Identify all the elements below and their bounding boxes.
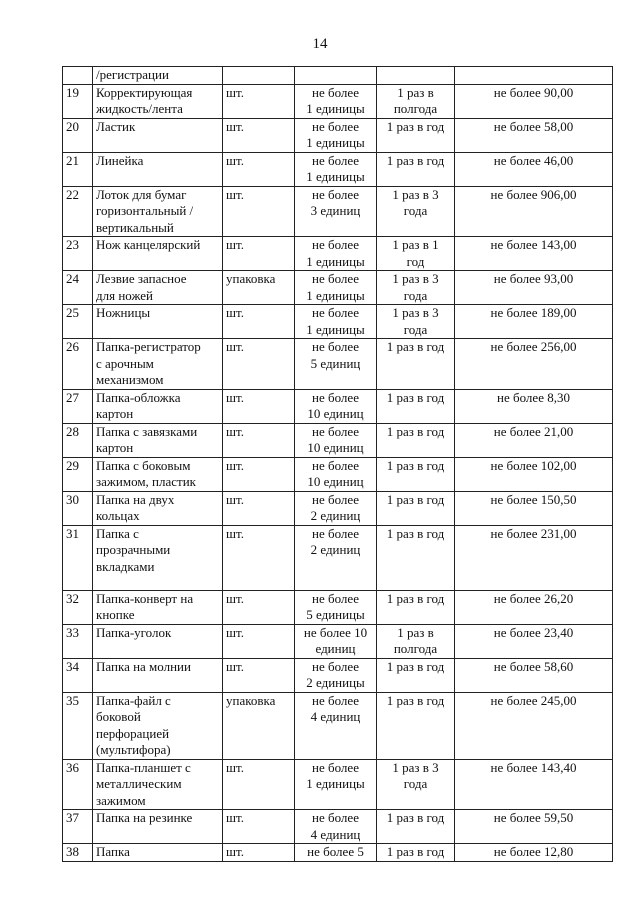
quantity-cell-line: 4 единиц: [310, 826, 361, 842]
table-row: [63, 658, 613, 692]
frequency-cell: [377, 389, 455, 423]
quantity-cell-line: не более: [312, 118, 359, 134]
unit-cell: шт.: [223, 423, 295, 457]
frequency-cell: [377, 844, 455, 862]
item-name-line: Папка-конверт на: [96, 590, 194, 606]
table-row: [63, 152, 613, 186]
quantity-cell-line: не более 10: [303, 624, 368, 640]
frequency-cell-line: года: [403, 321, 428, 337]
unit-cell: шт.: [223, 118, 295, 152]
item-name-line: механизмом: [96, 372, 164, 387]
frequency-cell: [377, 67, 455, 85]
frequency-cell-line: 1 раз в год: [386, 491, 445, 507]
quantity-cell-line: 1 единицы: [306, 253, 365, 269]
item-name-line: Папка на двух: [96, 491, 175, 507]
item-name-line: с арочным: [96, 355, 154, 371]
quantity-cell: [295, 271, 377, 305]
frequency-cell-line: 1 раз в год: [386, 590, 445, 606]
row-number: 23: [63, 237, 93, 271]
quantity-cell-line: 2 единиц: [310, 542, 361, 557]
quantity-cell: [295, 457, 377, 491]
item-name-line: жидкость/лента: [96, 101, 183, 116]
price-cell: не более 245,00: [455, 692, 613, 759]
price-cell: не более 8,30: [455, 389, 613, 423]
unit-cell: шт.: [223, 491, 295, 525]
frequency-cell: [377, 525, 455, 590]
item-name-line: Папка с боковым: [96, 457, 191, 473]
frequency-cell-line: 1 раз в год: [386, 423, 445, 439]
item-name: [93, 457, 223, 491]
quantity-cell-line: не более: [312, 590, 359, 606]
price-cell: не более 256,00: [455, 339, 613, 390]
frequency-cell: [377, 152, 455, 186]
item-name-line: прозрачными: [96, 542, 171, 557]
quantity-cell: [295, 844, 377, 862]
item-name-line: Папка: [96, 844, 130, 859]
frequency-cell-line: 1 раз в 3: [392, 759, 439, 775]
table-row: [63, 389, 613, 423]
table-row: [63, 759, 613, 810]
item-name-line: зажимом, пластик: [96, 474, 196, 489]
quantity-cell-line: не более: [312, 271, 359, 286]
quantity-cell-line: не более: [312, 339, 359, 354]
table-row: [63, 457, 613, 491]
item-name-line: Папка-файл с: [96, 692, 171, 708]
quantity-cell-line: не более: [312, 305, 359, 320]
quantity-cell-line: 1 единицы: [306, 776, 365, 791]
unit-cell: шт.: [223, 658, 295, 692]
item-name: [93, 118, 223, 152]
item-name-line: Папка на резинке: [96, 810, 193, 825]
price-cell: не более 12,80: [455, 844, 613, 862]
item-name-line: /регистрации: [96, 67, 169, 82]
quantity-cell-line: не более 5: [307, 844, 364, 859]
row-number: 28: [63, 423, 93, 457]
item-name: [93, 624, 223, 658]
price-cell: не более 102,00: [455, 457, 613, 491]
price-cell: не более 46,00: [455, 152, 613, 186]
row-number: 29: [63, 457, 93, 491]
item-name-line: Папка-планшет с: [96, 759, 191, 775]
price-cell: не более 143,00: [455, 237, 613, 271]
frequency-cell: [377, 491, 455, 525]
item-name-line: Ластик: [96, 118, 136, 134]
quantity-cell: [295, 152, 377, 186]
item-name-line: перфорацией: [96, 725, 170, 741]
row-number: 24: [63, 271, 93, 305]
quantity-cell-line: 5 единиц: [310, 355, 361, 371]
frequency-cell-line: 1 раз в год: [386, 810, 445, 825]
item-name-line: Ножницы: [96, 305, 151, 320]
unit-cell: упаковка: [223, 271, 295, 305]
unit-cell: шт.: [223, 237, 295, 271]
price-cell: не более 58,00: [455, 118, 613, 152]
quantity-cell: [295, 67, 377, 85]
frequency-cell-line: 1 раз в год: [386, 457, 445, 473]
item-name: [93, 590, 223, 624]
price-cell: не более 90,00: [455, 84, 613, 118]
unit-cell: шт.: [223, 457, 295, 491]
quantity-cell-line: не более: [312, 186, 359, 202]
row-number: 26: [63, 339, 93, 390]
row-number: 20: [63, 118, 93, 152]
price-cell: не более 906,00: [455, 186, 613, 237]
unit-cell: [223, 67, 295, 85]
table-row: [63, 624, 613, 658]
table-row: [63, 810, 613, 844]
frequency-cell-line: года: [403, 776, 428, 791]
table-row: [63, 423, 613, 457]
frequency-cell: [377, 339, 455, 390]
frequency-cell-line: 1 раз в 1: [392, 237, 439, 252]
frequency-cell-line: 1 раз в: [397, 84, 434, 100]
item-name-line: для ножей: [96, 287, 154, 303]
quantity-cell-line: 2 единицы: [306, 675, 365, 690]
quantity-cell-line: не более: [312, 658, 359, 674]
row-number: [63, 67, 93, 85]
row-number: 21: [63, 152, 93, 186]
frequency-cell: [377, 692, 455, 759]
frequency-cell: [377, 271, 455, 305]
unit-cell: шт.: [223, 152, 295, 186]
quantity-cell-line: не более: [312, 84, 359, 100]
item-name: [93, 525, 223, 590]
item-name: [93, 84, 223, 118]
unit-cell: шт.: [223, 525, 295, 590]
quantity-cell: [295, 810, 377, 844]
quantity-cell-line: 1 единицы: [306, 169, 365, 184]
quantity-cell-line: 1 единицы: [306, 321, 365, 337]
unit-cell: шт.: [223, 339, 295, 390]
row-number: 19: [63, 84, 93, 118]
row-number: 31: [63, 525, 93, 590]
frequency-cell-line: 1 раз в год: [386, 389, 445, 405]
price-cell: не более 150,50: [455, 491, 613, 525]
unit-cell: шт.: [223, 810, 295, 844]
quantity-cell-line: 1 единицы: [306, 101, 365, 116]
price-cell: не более 59,50: [455, 810, 613, 844]
frequency-cell-line: 1 раз в 3: [392, 305, 439, 320]
price-cell: не более 231,00: [455, 525, 613, 590]
frequency-cell-line: полгода: [393, 101, 438, 116]
quantity-cell-line: не более: [312, 457, 359, 473]
quantity-cell: [295, 692, 377, 759]
frequency-cell-line: год: [406, 253, 425, 269]
quantity-cell-line: 10 единиц: [307, 474, 364, 489]
table-row: [63, 186, 613, 237]
row-number: 32: [63, 590, 93, 624]
price-cell: не более 23,40: [455, 624, 613, 658]
item-name-line: (мультифора): [96, 742, 171, 757]
quantity-cell: [295, 658, 377, 692]
unit-cell: шт.: [223, 186, 295, 237]
quantity-cell-line: не более: [312, 237, 359, 252]
frequency-cell-line: 1 раз в год: [386, 118, 445, 134]
row-number: 22: [63, 186, 93, 237]
table-body: [63, 67, 613, 862]
quantity-cell-line: не более: [312, 692, 359, 708]
table-row: [63, 305, 613, 339]
table-row: [63, 67, 613, 85]
item-name-line: Лезвие запасное: [96, 271, 187, 286]
item-name-line: Папка-регистратор: [96, 339, 201, 354]
item-name: [93, 186, 223, 237]
frequency-cell-line: 1 раз в 3: [392, 271, 439, 286]
quantity-cell: [295, 84, 377, 118]
item-name-line: кнопке: [96, 607, 135, 622]
quantity-cell-line: 2 единиц: [310, 508, 361, 523]
row-number: 33: [63, 624, 93, 658]
quantity-cell-line: 3 единиц: [310, 203, 361, 218]
item-name-line: вкладками: [96, 558, 155, 574]
unit-cell: упаковка: [223, 692, 295, 759]
unit-cell: шт.: [223, 844, 295, 862]
quantity-cell-line: не более: [312, 423, 359, 439]
row-number: 27: [63, 389, 93, 423]
frequency-cell-line: 1 раз в год: [386, 844, 445, 859]
page-number: 14: [312, 36, 328, 52]
item-name-line: Папка-обложка: [96, 389, 181, 405]
item-name-line: Лоток для бумаг: [96, 186, 187, 202]
frequency-cell-line: 1 раз в год: [386, 525, 445, 541]
quantity-cell-line: единиц: [315, 641, 356, 656]
item-name-line: горизонтальный /: [96, 203, 194, 218]
item-name: [93, 692, 223, 759]
frequency-cell-line: 1 раз в: [397, 624, 434, 640]
frequency-cell-line: полгода: [393, 641, 438, 656]
table-row: [63, 339, 613, 390]
item-name: [93, 389, 223, 423]
item-name-line: металлическим: [96, 776, 182, 791]
item-name: [93, 844, 223, 862]
quantity-cell-line: 10 единиц: [307, 440, 364, 455]
unit-cell: шт.: [223, 759, 295, 810]
price-cell: не более 93,00: [455, 271, 613, 305]
unit-cell: шт.: [223, 305, 295, 339]
item-name: [93, 658, 223, 692]
quantity-cell: [295, 237, 377, 271]
row-number: 35: [63, 692, 93, 759]
table-row: [63, 844, 613, 862]
frequency-cell-line: 1 раз в 3: [392, 186, 439, 202]
quantity-cell-line: не более: [312, 152, 359, 168]
table-row: [63, 692, 613, 759]
item-name-line: Папка с завязками: [96, 423, 198, 439]
price-cell: не более 21,00: [455, 423, 613, 457]
quantity-cell: [295, 339, 377, 390]
price-cell: не более 189,00: [455, 305, 613, 339]
item-name-line: Папка-уголок: [96, 624, 172, 640]
item-name: [93, 759, 223, 810]
row-number: 38: [63, 844, 93, 862]
item-name: [93, 423, 223, 457]
quantity-cell-line: 4 единиц: [310, 709, 361, 724]
frequency-cell-line: года: [403, 287, 428, 303]
frequency-cell: [377, 118, 455, 152]
item-name-line: зажимом: [96, 792, 146, 808]
item-name-line: Нож канцелярский: [96, 237, 201, 252]
item-name: [93, 810, 223, 844]
quantity-cell: [295, 423, 377, 457]
row-number: 37: [63, 810, 93, 844]
frequency-cell: [377, 759, 455, 810]
frequency-cell: [377, 84, 455, 118]
row-number: 25: [63, 305, 93, 339]
frequency-cell-line: 1 раз в год: [386, 339, 445, 354]
item-name-line: кольцах: [96, 508, 140, 523]
quantity-cell-line: 5 единицы: [306, 607, 365, 622]
quantity-cell-line: 1 единицы: [306, 287, 365, 303]
quantity-cell: [295, 491, 377, 525]
supplies-table: [62, 66, 613, 862]
quantity-cell-line: 1 единицы: [306, 135, 365, 150]
item-name-line: картон: [96, 406, 134, 421]
price-cell: [455, 67, 613, 85]
frequency-cell: [377, 658, 455, 692]
quantity-cell-line: не более: [312, 491, 359, 507]
item-name: [93, 271, 223, 305]
frequency-cell: [377, 186, 455, 237]
table-row: [63, 84, 613, 118]
unit-cell: шт.: [223, 624, 295, 658]
item-name: [93, 491, 223, 525]
item-name-line: Папка с: [96, 525, 139, 541]
frequency-cell-line: 1 раз в год: [386, 152, 445, 168]
item-name-line: картон: [96, 440, 134, 455]
item-name: [93, 152, 223, 186]
frequency-cell: [377, 237, 455, 271]
table-row: [63, 525, 613, 590]
quantity-cell: [295, 525, 377, 590]
frequency-cell-line: 1 раз в год: [386, 658, 445, 674]
item-name: [93, 339, 223, 390]
item-name-line: Корректирующая: [96, 84, 193, 100]
row-number: 36: [63, 759, 93, 810]
item-name: [93, 237, 223, 271]
frequency-cell-line: 1 раз в год: [386, 692, 445, 708]
price-cell: не более 26,20: [455, 590, 613, 624]
quantity-cell: [295, 624, 377, 658]
quantity-cell: [295, 118, 377, 152]
price-cell: не более 58,60: [455, 658, 613, 692]
frequency-cell: [377, 590, 455, 624]
unit-cell: шт.: [223, 590, 295, 624]
table-row: [63, 491, 613, 525]
quantity-cell-line: не более: [312, 525, 359, 541]
quantity-cell-line: 10 единиц: [307, 406, 364, 421]
frequency-cell: [377, 624, 455, 658]
frequency-cell: [377, 305, 455, 339]
frequency-cell: [377, 423, 455, 457]
row-number: 30: [63, 491, 93, 525]
quantity-cell-line: не более: [312, 759, 359, 775]
frequency-cell: [377, 457, 455, 491]
quantity-cell-line: не более: [312, 810, 359, 825]
table-row: [63, 237, 613, 271]
quantity-cell-line: не более: [312, 389, 359, 405]
unit-cell: шт.: [223, 389, 295, 423]
unit-cell: шт.: [223, 84, 295, 118]
item-name-line: Линейка: [96, 152, 144, 168]
item-name: [93, 67, 223, 85]
table-row: [63, 118, 613, 152]
price-cell: не более 143,40: [455, 759, 613, 810]
quantity-cell: [295, 305, 377, 339]
quantity-cell: [295, 186, 377, 237]
item-name-line: Папка на молнии: [96, 658, 191, 674]
frequency-cell-line: года: [403, 203, 428, 218]
quantity-cell: [295, 389, 377, 423]
frequency-cell: [377, 810, 455, 844]
table-row: [63, 590, 613, 624]
item-name-line: боковой: [96, 709, 141, 724]
item-name: [93, 305, 223, 339]
row-number: 34: [63, 658, 93, 692]
quantity-cell: [295, 759, 377, 810]
quantity-cell: [295, 590, 377, 624]
item-name-line: вертикальный: [96, 219, 174, 235]
table-row: [63, 271, 613, 305]
